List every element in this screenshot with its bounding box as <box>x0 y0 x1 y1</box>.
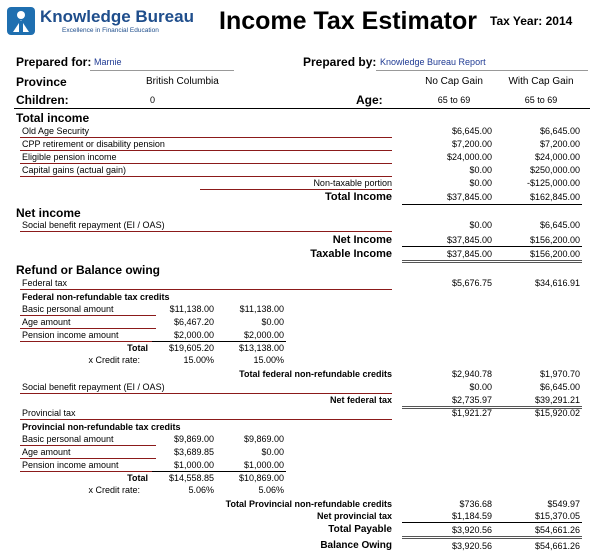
tax-year: Tax Year: 2014 <box>490 14 573 28</box>
fed-basic-value-a[interactable]: $11,138.00 <box>169 304 214 314</box>
row-underline <box>20 341 156 342</box>
header-divider <box>14 108 590 109</box>
fed-age-value-b[interactable]: $0.00 <box>261 317 284 327</box>
fed-repay-label: Social benefit repayment (EI / OAS) <box>22 382 165 392</box>
total-income-value-1: $37,845.00 <box>446 192 492 202</box>
row-underline <box>20 328 156 329</box>
oas-value-1[interactable]: $6,645.00 <box>451 126 492 136</box>
row-underline <box>20 471 156 472</box>
prov-basic-label: Basic personal amount <box>22 434 114 444</box>
total-fed-credits-label: Total federal non-refundable credits <box>239 369 392 379</box>
net-fed-tax-value-1: $2,735.97 <box>451 395 492 405</box>
net-repay-value-1[interactable]: $0.00 <box>469 220 492 230</box>
net-fed-tax-value-2: $39,291.21 <box>534 395 580 405</box>
row-underline <box>20 445 156 446</box>
total-prov-credits-value-1: $736.68 <box>459 499 492 509</box>
balance-owing-label: Balance Owing <box>320 540 392 551</box>
prepared-by-label: Prepared by: <box>303 55 377 69</box>
total-payable-label: Total Payable <box>328 524 392 535</box>
federal-tax-label: Federal tax <box>22 278 68 288</box>
page-title: Income Tax Estimator <box>219 7 477 35</box>
logo-tagline: Excellence in Financial Education <box>62 27 159 34</box>
total-payable-value-1: $3,920.56 <box>451 525 492 535</box>
taxable-income-label: Taxable Income <box>310 248 392 260</box>
fed-total-value-b: $13,138.00 <box>238 343 284 353</box>
nontaxable-label: Non-taxable portion <box>313 178 392 188</box>
total-payable-value-2: $54,661.26 <box>534 525 580 535</box>
prov-total-value-a: $14,558.85 <box>168 473 214 483</box>
col2-age[interactable]: 65 to 69 <box>524 95 558 105</box>
balance-owing-value-1: $3,920.56 <box>451 541 492 551</box>
fed-repay-value-2: $6,645.00 <box>539 382 580 392</box>
net-income-heading: Net income <box>16 206 81 220</box>
federal-tax-value-1: $5,676.75 <box>451 278 492 288</box>
fed-age-label: Age amount <box>22 317 71 327</box>
cpp-label: CPP retirement or disability pension <box>22 139 165 149</box>
balance-owing-value-2: $54,661.26 <box>534 541 580 551</box>
row-underline <box>20 163 392 164</box>
prepared-for-label: Prepared for: <box>16 55 92 69</box>
capital-gains-label: Capital gains (actual gain) <box>22 165 127 175</box>
knowledge-bureau-logo-icon <box>6 6 36 36</box>
fed-age-value-a[interactable]: $6,467.20 <box>173 317 214 327</box>
total-underline <box>402 246 582 247</box>
prov-age-label: Age amount <box>22 447 71 457</box>
cpp-value-1[interactable]: $7,200.00 <box>451 139 492 149</box>
fed-total-value-a: $19,605.20 <box>168 343 214 353</box>
prov-rate-value-a: 5.06% <box>188 485 214 495</box>
net-prov-tax-label: Net provincial tax <box>316 511 392 521</box>
prepared-by-value[interactable]: Knowledge Bureau Report <box>380 57 486 67</box>
prov-pension-value-b[interactable]: $1,000.00 <box>243 460 284 470</box>
prov-basic-value-b[interactable]: $9,869.00 <box>243 434 284 444</box>
row-underline <box>20 419 392 420</box>
prov-rate-value-b: 5.06% <box>258 485 284 495</box>
total-prov-credits-label: Total Provincial non-refundable credits <box>225 499 392 509</box>
province-label: Province <box>16 75 67 89</box>
prov-age-value-b[interactable]: $0.00 <box>261 447 284 457</box>
row-underline <box>20 150 392 151</box>
row-underline <box>20 458 156 459</box>
double-underline <box>402 260 582 263</box>
pension-value-2[interactable]: $24,000.00 <box>534 152 580 162</box>
subtotal-underline <box>152 471 286 472</box>
net-income-value-2: $156,200.00 <box>529 235 580 245</box>
fed-credits-heading: Federal non-refundable tax credits <box>22 292 170 302</box>
row-underline <box>20 393 392 394</box>
province-value[interactable]: British Columbia <box>146 76 219 87</box>
total-fed-credits-value-2: $1,970.70 <box>539 369 580 379</box>
fed-basic-value-b[interactable]: $11,138.00 <box>239 304 284 314</box>
fed-total-label: Total <box>127 343 148 353</box>
logo-name: Knowledge Bureau <box>40 7 194 26</box>
prov-total-value-b: $10,869.00 <box>238 473 284 483</box>
row-underline <box>20 231 392 232</box>
total-underline <box>402 522 582 523</box>
net-prov-tax-value-1: $1,184.59 <box>451 511 492 521</box>
fed-rate-label: x Credit rate: <box>88 355 140 365</box>
nontaxable-value-1: $0.00 <box>469 178 492 188</box>
net-income-value-1: $37,845.00 <box>446 235 492 245</box>
pension-label: Eligible pension income <box>22 152 117 162</box>
oas-label: Old Age Security <box>22 126 90 136</box>
total-prov-credits-value-2: $549.97 <box>547 499 580 509</box>
fed-pension-label: Pension income amount <box>22 330 119 340</box>
row-underline <box>20 176 392 177</box>
taxable-income-value-1: $37,845.00 <box>446 249 492 259</box>
prov-tax-label: Provincial tax <box>22 408 76 418</box>
row-underline <box>20 289 392 290</box>
prov-total-label: Total <box>127 473 148 483</box>
refund-heading: Refund or Balance owing <box>16 263 161 277</box>
children-label: Children: <box>16 93 69 107</box>
age-label: Age: <box>356 93 383 107</box>
pension-value-1[interactable]: $24,000.00 <box>446 152 492 162</box>
subtotal-underline <box>152 341 286 342</box>
prov-basic-value-a[interactable]: $9,869.00 <box>173 434 214 444</box>
prov-pension-label: Pension income amount <box>22 460 119 470</box>
net-repay-value-2[interactable]: $6,645.00 <box>539 220 580 230</box>
federal-tax-value-2: $34,616.91 <box>534 278 580 288</box>
prepared-for-underline <box>90 70 234 71</box>
prepared-by-underline <box>376 70 588 71</box>
prov-tax-value-2: $15,920.02 <box>534 408 580 418</box>
double-underline <box>402 536 582 539</box>
cpp-value-2[interactable]: $7,200.00 <box>539 139 580 149</box>
capital-gains-value-1[interactable]: $0.00 <box>469 165 492 175</box>
prepared-for-value[interactable]: Marnie <box>94 57 122 67</box>
children-value[interactable]: 0 <box>150 95 156 105</box>
oas-value-2[interactable]: $6,645.00 <box>539 126 580 136</box>
capital-gains-value-2[interactable]: $250,000.00 <box>529 165 580 175</box>
fed-rate-value-a: 15.00% <box>183 355 214 365</box>
col1-header: No Cap Gain <box>425 76 483 87</box>
prov-pension-value-a[interactable]: $1,000.00 <box>173 460 214 470</box>
prov-rate-label: x Credit rate: <box>88 485 140 495</box>
net-income-label: Net Income <box>332 234 392 246</box>
prov-credits-heading: Provincial non-refundable tax credits <box>22 422 181 432</box>
net-prov-tax-value-2: $15,370.05 <box>534 511 580 521</box>
row-underline <box>200 189 392 190</box>
net-fed-tax-label: Net federal tax <box>329 395 392 405</box>
fed-pension-value-b[interactable]: $2,000.00 <box>243 330 284 340</box>
total-fed-credits-value-1: $2,940.78 <box>451 369 492 379</box>
row-underline <box>20 137 392 138</box>
col1-age[interactable]: 65 to 69 <box>437 95 471 105</box>
fed-pension-value-a[interactable]: $2,000.00 <box>173 330 214 340</box>
fed-basic-label: Basic personal amount <box>22 304 114 314</box>
row-underline <box>20 315 156 316</box>
net-repay-label: Social benefit repayment (EI / OAS) <box>22 220 165 230</box>
nontaxable-value-2: -$125,000.00 <box>526 178 580 188</box>
total-underline <box>402 204 582 205</box>
col2-header: With Cap Gain <box>508 76 574 87</box>
total-income-label: Total Income <box>324 191 392 203</box>
fed-repay-value-1: $0.00 <box>469 382 492 392</box>
taxable-income-value-2: $156,200.00 <box>529 249 580 259</box>
fed-rate-value-b: 15.00% <box>253 355 284 365</box>
prov-tax-value-1: $1,921.27 <box>451 408 492 418</box>
total-income-heading: Total income <box>16 111 90 125</box>
prov-age-value-a[interactable]: $3,689.85 <box>173 447 214 457</box>
total-income-value-2: $162,845.00 <box>529 192 580 202</box>
